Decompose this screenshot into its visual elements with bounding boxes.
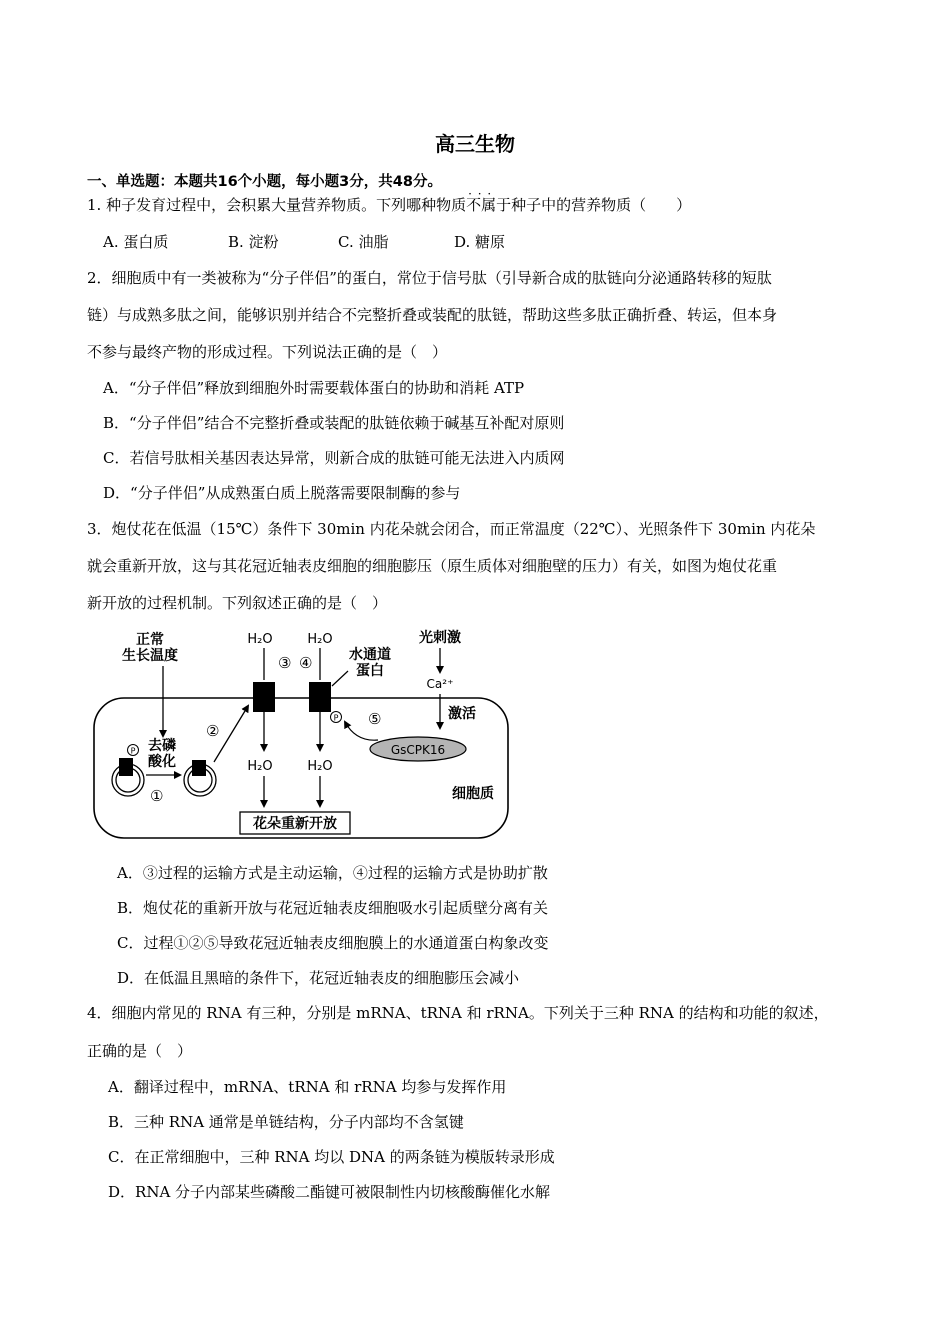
q1-option-c[interactable]: C. 油脂 (338, 233, 389, 251)
q1-option-d[interactable]: D. 糖原 (454, 233, 506, 251)
q4-option-b[interactable]: B．三种 RNA 通常是单链结构，分子内部均不含氢键 (108, 1113, 464, 1131)
q3-diagram (88, 624, 518, 840)
q2-stem-line: 链）与成熟多肽之间，能够识别并结合不完整折叠或装配的肽链，帮助这些多肽正确折叠、转运，但本身 (87, 306, 778, 324)
q4-option-c[interactable]: C．在正常细胞中，三种 RNA 均以 DNA 的两条链为模版转录形成 (108, 1148, 555, 1166)
section-heading: 一、单选题：本题共16个小题，每小题3分，共48分。 (87, 174, 442, 190)
h2o-label: H₂O (247, 759, 273, 774)
activate-label: 激活 (448, 706, 476, 722)
aquaporin-channel-4 (309, 682, 331, 712)
q1-stem-a: 1. 种子发育过程中，会积累大量营养物质。下列哪种物质 (87, 196, 467, 214)
q4-stem-line: 4．细胞内常见的 RNA 有三种，分别是 mRNA、tRNA 和 rRNA。下列关于三种 RNA 的结构和功能的叙述， (87, 1004, 829, 1022)
phosphate-label: P (333, 713, 339, 723)
q1-option-a[interactable]: A. 蛋白质 (103, 233, 169, 251)
light-stimulus-label: 光刺激 (419, 630, 461, 646)
h2o-label: H₂O (307, 759, 333, 774)
q3-option-a[interactable]: A．③过程的运输方式是主动运输，④过程的运输方式是协助扩散 (117, 864, 548, 882)
q3-stem-line: 3．炮仗花在低温（15℃）条件下 30min 内花朵就会闭合，而正常温度（22℃）、光照条件下 30min 内花朵 (87, 520, 816, 538)
q1-stem-emphasis: · · · 不属于 (466, 196, 511, 214)
q3-option-b[interactable]: B．炮仗花的重新开放与花冠近轴表皮细胞吸水引起质壁分离有关 (117, 899, 549, 917)
step-3-label: ③ (278, 654, 292, 672)
step-1-label: ① (150, 787, 164, 805)
step-2-label: ② (206, 722, 220, 740)
step-4-label: ④ (299, 654, 313, 672)
q4-option-d[interactable]: D．RNA 分子内部某些磷酸二酯键可被限制性内切核酸酶催化水解 (108, 1183, 551, 1201)
step-5-label: ⑤ (368, 710, 382, 728)
aquaporin-label: 水通道 (349, 647, 391, 663)
q1-stem-b: 种子中的营养物质（ ） (511, 196, 692, 214)
pointer-line (332, 671, 348, 686)
page-title: 高三生物 (435, 132, 515, 156)
aquaporin-label: 蛋白 (356, 663, 384, 679)
dephosphorylation-label: 酸化 (148, 754, 176, 770)
q2-option-b[interactable]: B．“分子伴侣”结合不完整折叠或装配的肽链依赖于碱基互补配对原则 (103, 414, 565, 432)
question-1-stem (87, 194, 691, 215)
q2-option-c[interactable]: C．若信号肽相关基因表达异常，则新合成的肽链可能无法进入内质网 (103, 449, 565, 467)
bloom-label: 花朵重新开放 (253, 816, 337, 832)
h2o-label: H₂O (307, 632, 333, 647)
q2-stem-line: 2．细胞质中有一类被称为“分子伴侣”的蛋白，常位于信号肽（引导新合成的肽链向分泌通路转移的短肽 (87, 269, 772, 287)
cytoplasm-label: 细胞质 (452, 786, 494, 802)
q2-stem-line: 不参与最终产物的形成过程。下列说法正确的是（ ） (87, 343, 448, 361)
q3-option-d[interactable]: D．在低温且黑暗的条件下，花冠近轴表皮的细胞膨压会减小 (117, 969, 520, 987)
h2o-label: H₂O (247, 632, 273, 647)
normal-temp-label: 生长温度 (122, 648, 178, 664)
q2-option-a[interactable]: A．“分子伴侣”释放到细胞外时需要载体蛋白的协助和消耗 ATP (103, 379, 525, 397)
q4-stem-line: 正确的是（ ） (87, 1042, 193, 1060)
q1-option-b[interactable]: B. 淀粉 (228, 233, 279, 251)
q3-stem-line: 新开放的过程机制。下列叙述正确的是（ ） (87, 594, 388, 612)
normal-temp-label: 正常 (136, 632, 164, 648)
aquaporin-channel-3 (253, 682, 275, 712)
vesicle-channel-phosphorylated (119, 758, 133, 776)
enzyme-label: GsCPK16 (390, 743, 446, 757)
q4-option-a[interactable]: A．翻译过程中，mRNA、tRNA 和 rRNA 均参与发挥作用 (108, 1078, 507, 1096)
q2-option-d[interactable]: D．“分子伴侣”从成熟蛋白质上脱落需要限制酶的参与 (103, 484, 461, 502)
q3-option-c[interactable]: C．过程①②⑤导致花冠近轴表皮细胞膜上的水通道蛋白构象改变 (117, 934, 549, 952)
vesicle-channel (192, 760, 206, 776)
phosphate-label: P (130, 746, 136, 756)
q3-stem-line: 就会重新开放，这与其花冠近轴表皮细胞的细胞膨压（原生质体对细胞壁的压力）有关，如图为炮仗花重 (87, 557, 778, 575)
calcium-label: Ca²⁺ (426, 677, 454, 691)
dephosphorylation-label: 去磷 (148, 738, 176, 754)
